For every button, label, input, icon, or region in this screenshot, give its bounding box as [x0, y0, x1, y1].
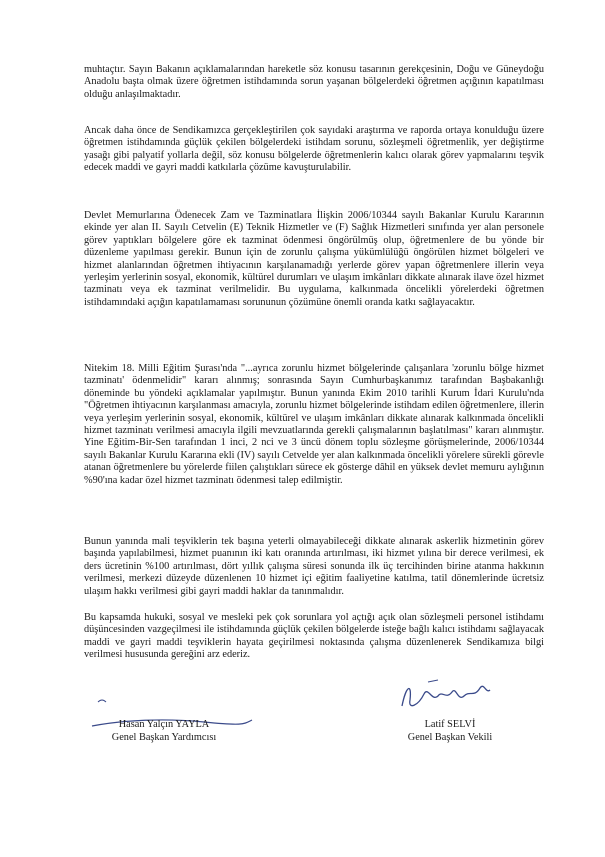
paragraph-4-text: Nitekim 18. Milli Eğitim Şurası'nda "...ayrıca zorunlu hizmet bölgelerinde çalışanlara 'zorunlu bölge hizmet tazminatı' ödenmelidir" kararı alınmış; sonrasında Sayın Cumhurbaşkanımız tarafından Başbakanlığı döneminde bu yöndeki açıklamalar yapılmıştır. Bunun yanında Ekim 2010 tarihli Kurum İdari Kurulu'nda "Öğretmen ihtiyacının karşılanması amacıyla, zorunlu hizmet bölgelerinde istihdam edilen öğretmenlere, illerin veya yerleşim yerlerinin sosyal, ekonomik, kültürel ve ulaşım imkânları dikkate alınarak kalkınmada öncelikli hizmet tazminatı verilmesi amacıyla ilgili mevzuatlarında gerekli çalışmalarının başlatılması" kararı alınmıştır. Yine Eğitim-Bir-Sen tarafından 1 inci, 2 nci ve 3 üncü dönem toplu sözleşme görüşmelerinde, 2006/10344 sayılı Bakanlar Kurulu Kararına ekli (IV) sayılı Cetvelde yer alan kalkınmada öncelikli yörelere sürekli görevle atanan öğretmenlere bu yörelerde fiilen çalıştıkları sürece ek gösterge dâhil en yüksek devlet memuru aylığının %90'ına kadar özel hizmet tazminatı ödenmesi talep edilmiştir.	[84, 363, 544, 486]
paragraph-1	[84, 64, 544, 101]
paragraph-1-text: muhtaçtır. Sayın Bakanın açıklamalarından hareketle söz konusu tasarının gerekçesinin, Doğu ve Güneydoğu Anadolu başta olmak üzere öğretmen istihdamında sorun yaşanan bölgelerdeki öğretmen açığının kapatılması olduğu anlaşılmaktadır.	[84, 64, 544, 100]
paragraph-5-text: Bunun yanında mali teşviklerin tek başına yeterli olmayabileceği dikkate alınarak askerlik hizmetinin görev başında yapılabilmesi, hizmet puanının iki katı oranında artırılması, iki hizmet yılına bir derece verilmesi, ek ders ücretinin %100 artırılması, dört yıllık çalışma süresi sonunda ilk üç tercihinden birine atanma hakkının verilmesi, merkezi düzeyde düzenlenen 10 hizmet içi eğitim faaliyetine katılma, tatil dönemlerinde ücretsiz ulaşım hakkı verilmesi gibi gayri maddi haklar da tanınmalıdır.	[84, 536, 544, 597]
signer-name-right: Latif SELVİ	[424, 719, 476, 730]
signer-name-left: Hasan Yalçın YAYLA	[118, 719, 210, 730]
paragraph-2	[84, 125, 544, 175]
paragraph-6-text: Bu kapsamda hukuki, sosyal ve mesleki pek çok sorunlara yol açtığı açık olan sözleşmeli personel istihdamı düşüncesinden vazgeçilmesi ile istihdamında güçlük çekilen bölgelerde isteğe bağlı kalıcı istihdamı sağlayacak maddi ve gayri maddi teşviklerin hayata geçirilmesi noktasında çalışma düzenlenerek Sendikamıza bilgi verilmesi hususunda gereğini arz ederiz.	[84, 612, 544, 661]
paragraph-3-text: Devlet Memurlarına Ödenecek Zam ve Tazminatlara İlişkin 2006/10344 sayılı Bakanlar Kurulu Kararının ekinde yer alan II. Sayılı Cetvelin (E) Teknik Hizmetler ve (F) Sağlık Hizmetleri sınıfında yer alan personele görev yaptıkları bölgelere göre ek tazminat ödenmesi öngörülmüş olup, öğretmenlere de bu yönde bir düzenleme yapılması gerekir. Bunun için de zorunlu çalışma yükümlülüğü öngörülen hizmet bölgeleri ve hizmet alanlarından öğretmen ihtiyacının karşılanamadığı yerlerde görev yapan öğretmenlere illerin veya yerleşim yerlerinin sosyal, ekonomik, kültürel durumları ve ulaşım imkânları dikkate alınarak ilave özel hizmet tazminatı veya ek tazminat verilmelidir. Bu uygulama, kalkınmada öncelikli yörelerdeki öğretmen istihdamındaki açığın kapatılamaması sorununun çözümüne önemli oranda katkı sağlayacaktır.	[84, 210, 544, 308]
paragraph-5	[84, 536, 544, 598]
paragraph-3	[84, 210, 544, 309]
paragraph-6	[84, 612, 544, 662]
handwritten-signature-right	[398, 676, 498, 716]
paragraph-4	[84, 363, 544, 487]
signer-title-right: Genel Başkan Vekili	[407, 732, 493, 743]
signer-title-left: Genel Başkan Yardımcısı	[111, 732, 217, 743]
signature-block-left	[84, 718, 244, 744]
signature-block-right	[390, 718, 510, 744]
paragraph-2-text: Ancak daha önce de Sendikamızca gerçekleştirilen çok sayıdaki araştırma ve raporda ortaya konulduğu üzere öğretmen istihdamında güçlük çekilen bölgelerdeki istihdam sorunu, sözleşmeli öğretmenlik, yer değiştirme yasağı gibi palyatif yollarla değil, söz konusu bölgelerde öğretmenlerin kalıcı olarak görev yapmalarını teşvik edecek maddi ve gayri maddi katkılarla çözüme kavuşturulabilir.	[84, 125, 544, 174]
